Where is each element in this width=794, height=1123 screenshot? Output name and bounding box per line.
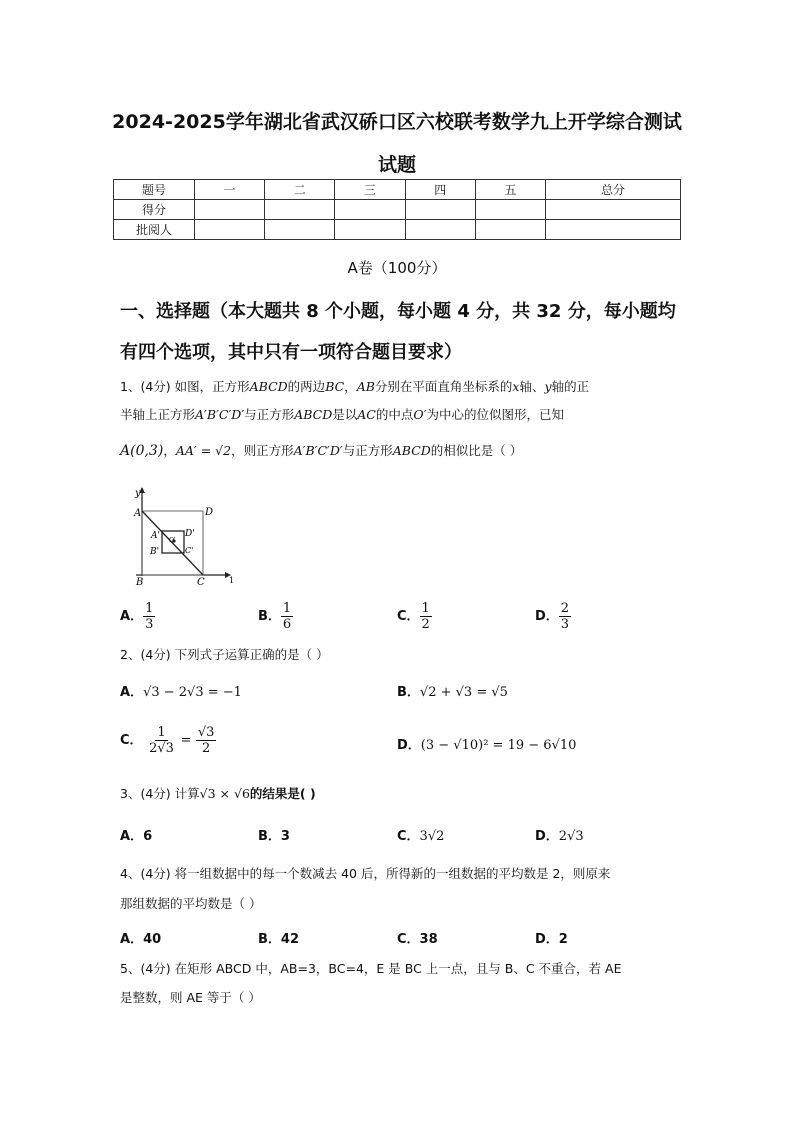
- score-cell[interactable]: [265, 220, 335, 240]
- option-letter: C．: [397, 829, 420, 844]
- q3-option-d[interactable]: [535, 825, 584, 844]
- option-letter: D．: [535, 932, 559, 947]
- exam-title-line2: 试题: [377, 154, 416, 176]
- denominator: 3: [560, 617, 570, 632]
- option-value: 40: [143, 932, 162, 947]
- q4-option-c[interactable]: [397, 928, 438, 947]
- score-header-cell: 二: [265, 180, 335, 200]
- option-value: 2: [558, 932, 568, 947]
- score-cell[interactable]: [195, 200, 265, 220]
- option-expr: (3 − √10)² = 19 − 6√10: [420, 738, 577, 753]
- score-header-cell: 题号: [114, 180, 195, 200]
- option-value: 6: [143, 829, 153, 844]
- option-expr: √2 + √3 = √5: [419, 685, 508, 700]
- score-header-cell: 总分: [546, 180, 681, 200]
- q1-option-a[interactable]: [120, 601, 155, 632]
- q1-math: A′B′C′D′: [293, 443, 343, 458]
- q1-math: A′B′C′D′: [195, 407, 245, 422]
- option-value: 38: [419, 932, 438, 947]
- label-y: y: [135, 488, 141, 499]
- q2-option-a[interactable]: [120, 681, 242, 700]
- q4-line2: 那组数据的平均数是（ ）: [120, 896, 262, 911]
- numerator: 1: [145, 601, 154, 616]
- q2-option-c[interactable]: [120, 725, 216, 756]
- q1-math: AB: [356, 379, 375, 394]
- numerator: 2: [560, 601, 570, 616]
- q1-text: 与正方形: [244, 407, 295, 422]
- option-letter: B．: [258, 609, 281, 624]
- denominator: 3: [145, 617, 154, 632]
- q1-text: 的两边: [287, 379, 326, 394]
- label-b: B: [136, 577, 144, 586]
- label-c-prime: C': [185, 546, 194, 555]
- q1-text: 1、(4分) 如图，正方形: [120, 379, 250, 394]
- q1-figure: [124, 484, 240, 586]
- q4-line1: 4、(4分) 将一组数据中的每一个数减去 40 后，所得新的一组数据的平均数是 2，则原来: [120, 866, 611, 881]
- score-cell[interactable]: [195, 220, 265, 240]
- option-letter: B．: [397, 685, 420, 700]
- q1-text: ，: [344, 379, 357, 394]
- q1-math: ABCD: [249, 379, 288, 394]
- label-c: C: [197, 577, 205, 586]
- score-cell[interactable]: [475, 220, 545, 240]
- option-letter: D．: [397, 738, 421, 753]
- numerator: 1: [282, 601, 292, 616]
- q1-option-b[interactable]: [258, 601, 293, 632]
- option-letter: C．: [397, 609, 420, 624]
- score-table-header-row: [114, 180, 681, 200]
- numerator: 1: [157, 725, 166, 740]
- q1-line1: [120, 377, 589, 397]
- option-expr: √3 − 2√3 = −1: [143, 685, 242, 700]
- q1-math: AA′ = √2: [175, 443, 232, 458]
- score-row-label: 批阅人: [114, 220, 195, 240]
- q1-text: ，: [163, 443, 176, 458]
- q3-expr: √3 × √6: [199, 786, 250, 801]
- q2-option-d[interactable]: [397, 734, 576, 753]
- label-d: D: [205, 507, 214, 518]
- option-value: 3√2: [419, 829, 445, 844]
- label-d-prime: D': [185, 529, 195, 539]
- q3-text: 3、(4分) 计算: [120, 786, 200, 801]
- q4-option-d[interactable]: [535, 928, 568, 947]
- q5-line2: 是整数，则 AE 等于（ ）: [120, 990, 261, 1005]
- q1-text: 的相似比是（ ）: [430, 443, 523, 458]
- score-table: [113, 179, 681, 240]
- q1-math: BC: [325, 379, 345, 394]
- numerator: √3: [197, 725, 215, 740]
- fraction: [143, 601, 155, 632]
- denominator: 2: [421, 617, 430, 632]
- fraction: [420, 601, 432, 632]
- fraction: [281, 601, 293, 632]
- q1-math: ABCD: [392, 443, 431, 458]
- q3-text: 的结果是( ): [249, 786, 316, 801]
- option-value: 2√3: [558, 829, 584, 844]
- option-letter: C．: [397, 932, 420, 947]
- section1-heading-line2: 有四个选项，其中只有一项符合题目要求）: [120, 342, 462, 363]
- q1-text: 与正方形: [342, 443, 393, 458]
- q1-math: AC: [357, 407, 376, 422]
- label-x: 1: [229, 576, 235, 585]
- option-letter: A．: [120, 932, 144, 947]
- q1-text: 半轴上正方形: [120, 407, 196, 422]
- score-header-cell: 三: [335, 180, 405, 200]
- label-a: A: [134, 508, 142, 519]
- q1-text: 为中心的位似图形，已知: [426, 407, 564, 422]
- q1-text: 的中点: [375, 407, 414, 422]
- equals-sign: =: [180, 733, 192, 748]
- q1-text: 轴的正: [551, 379, 590, 394]
- section1-heading-line1: 一、选择题（本大题共 8 个小题，每小题 4 分，共 32 分，每小题均: [120, 301, 676, 322]
- label-o-prime: O': [169, 537, 176, 544]
- q1-math: O′: [413, 407, 427, 422]
- q3-stem: [120, 784, 316, 804]
- score-header-cell: 四: [405, 180, 475, 200]
- option-value: 42: [280, 932, 300, 947]
- q1-math: x: [512, 379, 520, 394]
- denominator: 2√3: [149, 741, 174, 756]
- option-letter: A．: [120, 829, 144, 844]
- numerator: 1: [421, 601, 430, 616]
- q1-option-d[interactable]: [535, 601, 571, 632]
- q1-math: A(0,3): [120, 443, 164, 459]
- q3-option-a[interactable]: [120, 825, 152, 844]
- q1-option-c[interactable]: [397, 601, 432, 632]
- q2-option-b[interactable]: [397, 681, 508, 700]
- option-letter: B．: [258, 829, 281, 844]
- q1-text: 轴、: [519, 379, 545, 394]
- score-cell[interactable]: [405, 200, 475, 220]
- score-header-cell: 一: [195, 180, 265, 200]
- option-value: 3: [280, 829, 290, 844]
- fraction: [147, 725, 176, 756]
- option-letter: A．: [120, 685, 144, 700]
- q1-math: ABCD: [294, 407, 333, 422]
- q2-stem: 2、(4分) 下列式子运算正确的是（ ）: [120, 647, 329, 662]
- q1-text: 分别在平面直角坐标系的: [374, 379, 513, 394]
- fraction: [196, 725, 217, 756]
- score-header-cell: 五: [475, 180, 545, 200]
- q1-text: 是以: [332, 407, 358, 422]
- fraction: [559, 601, 571, 632]
- score-cell[interactable]: [405, 220, 475, 240]
- q3-option-b[interactable]: [258, 825, 290, 844]
- score-table-row: [114, 200, 681, 220]
- denominator: 2: [202, 741, 211, 756]
- q1-text: ，则正方形: [231, 443, 294, 458]
- score-cell[interactable]: [265, 200, 335, 220]
- q3-option-c[interactable]: [397, 825, 444, 844]
- option-letter: D．: [535, 829, 559, 844]
- q1-line3: [120, 441, 522, 461]
- q4-option-a[interactable]: [120, 928, 161, 947]
- score-cell[interactable]: [546, 200, 681, 220]
- score-table-row: [114, 220, 681, 240]
- q5-line1: 5、(4分) 在矩形 ABCD 中，AB=3，BC=4，E 是 BC 上一点，且与 B、C 不重合，若 AE: [120, 961, 622, 976]
- denominator: 6: [282, 617, 292, 632]
- score-cell[interactable]: [475, 200, 545, 220]
- label-b-prime: B': [150, 547, 160, 557]
- option-letter: D．: [535, 609, 559, 624]
- exam-title-line1: 2024-2025学年湖北省武汉硚口区六校联考数学九上开学综合测试: [112, 111, 682, 133]
- score-cell[interactable]: [546, 220, 681, 240]
- q4-option-b[interactable]: [258, 928, 299, 947]
- q1-math: y: [544, 379, 552, 394]
- option-letter: B．: [258, 932, 281, 947]
- q1-line2: [120, 405, 564, 425]
- paper-a-heading: A卷（100分）: [347, 259, 447, 277]
- score-cell[interactable]: [335, 220, 405, 240]
- score-row-label: 得分: [114, 200, 195, 220]
- label-a-prime: A': [151, 531, 160, 541]
- option-letter: C．: [120, 733, 143, 748]
- option-letter: A．: [120, 609, 144, 624]
- score-cell[interactable]: [335, 200, 405, 220]
